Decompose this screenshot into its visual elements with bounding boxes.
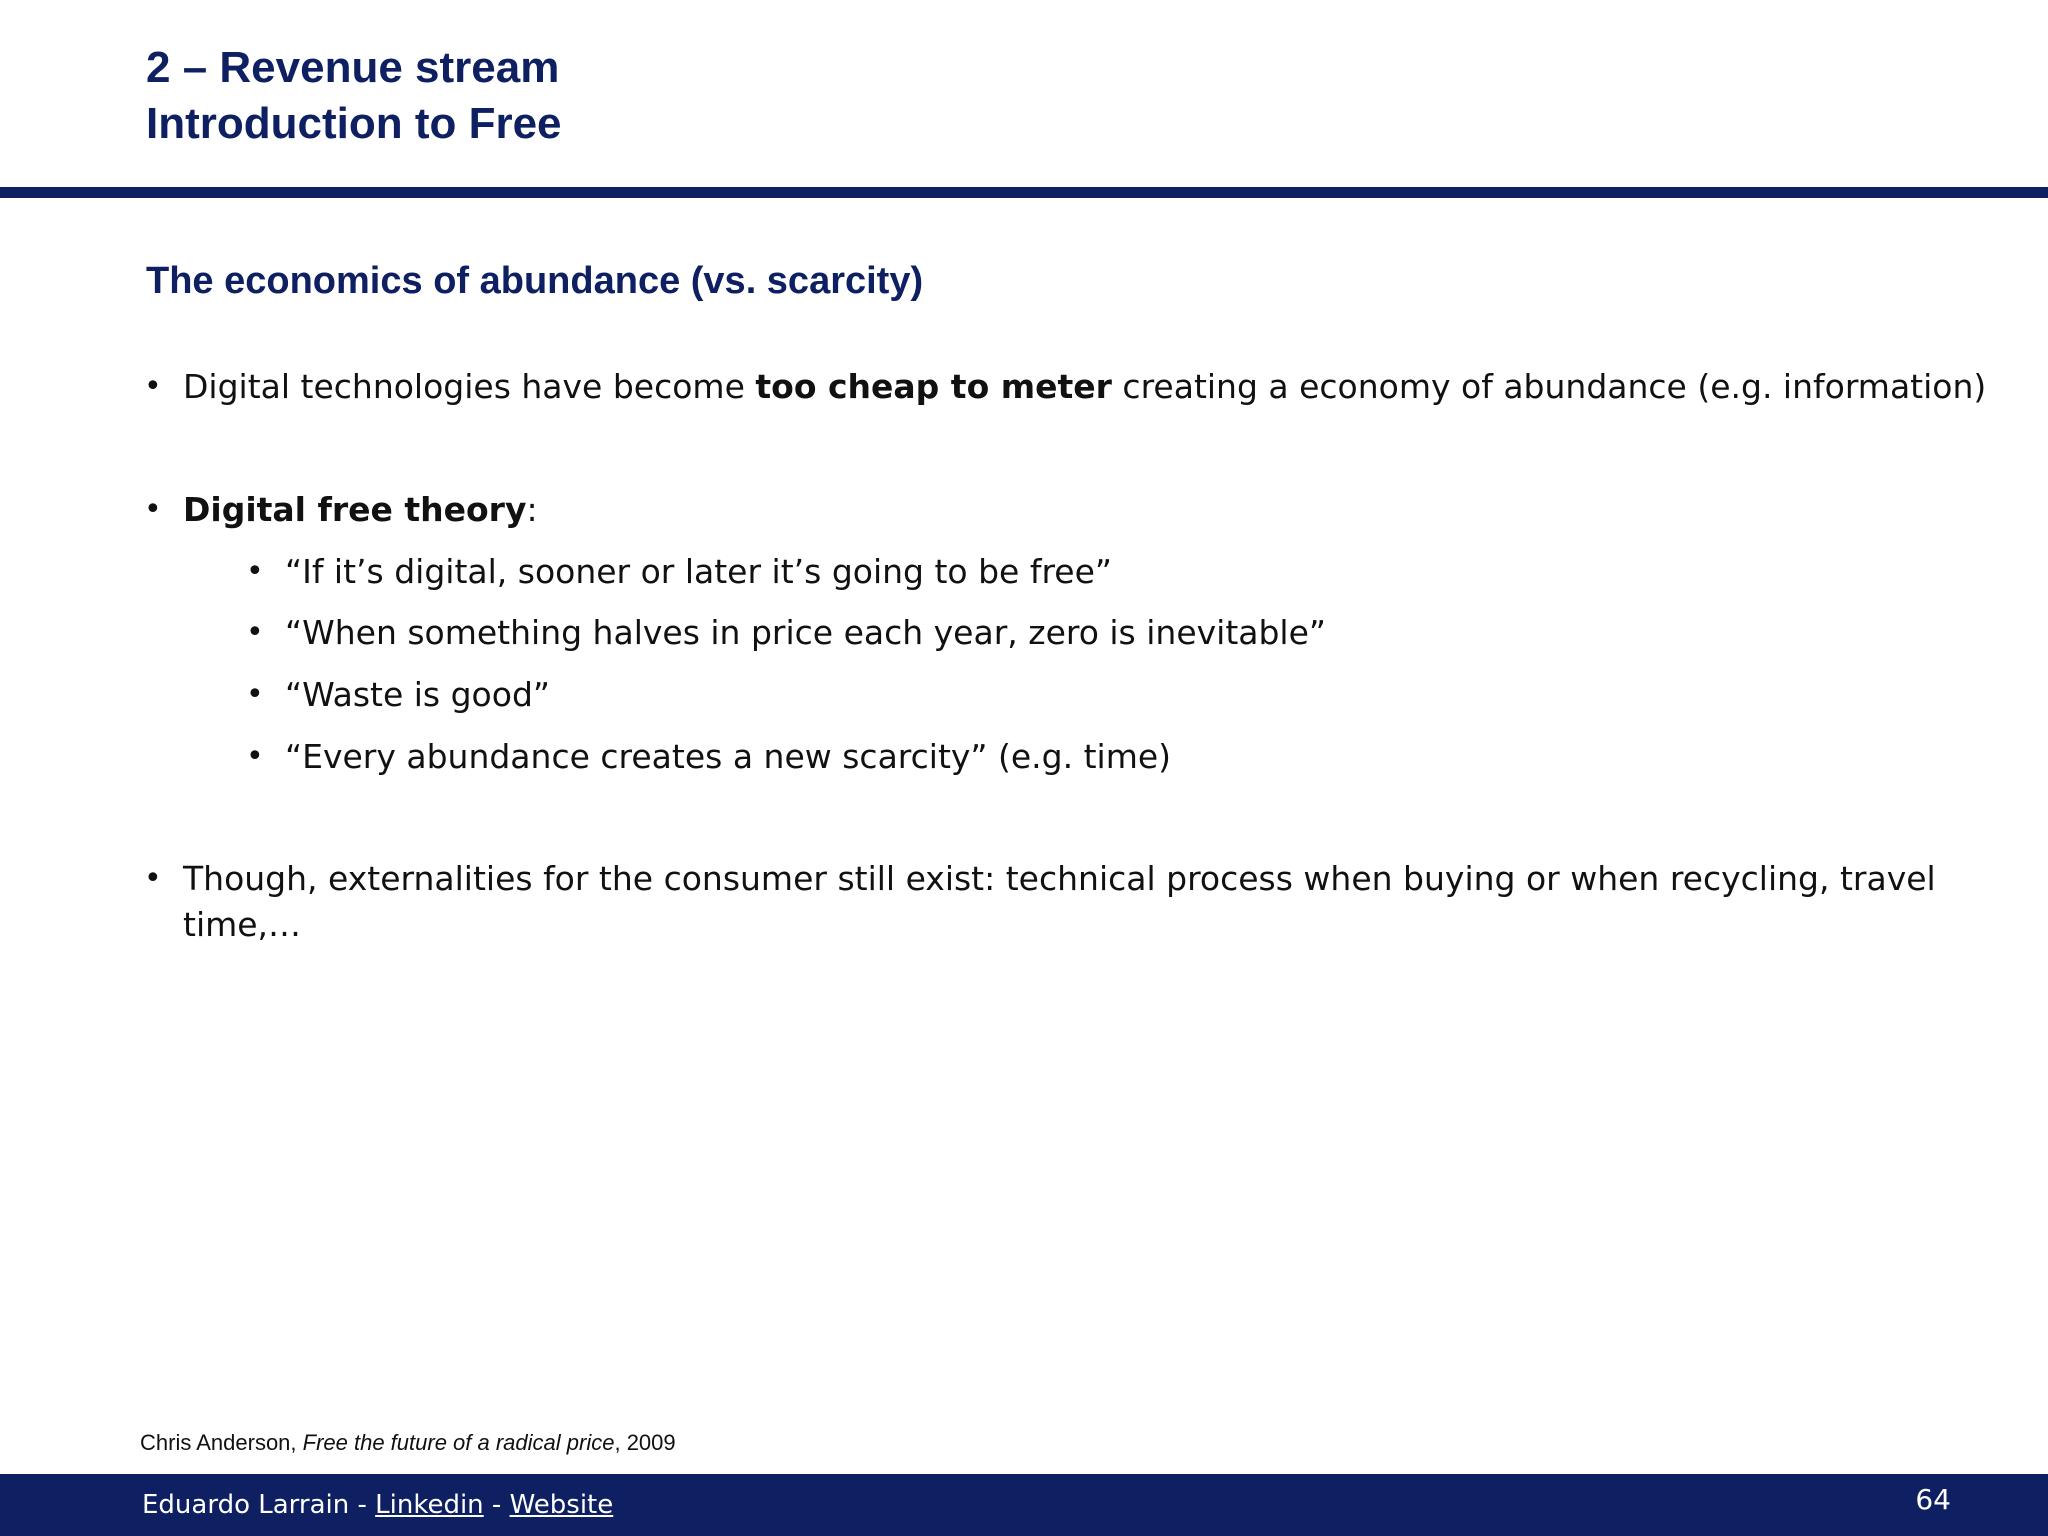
citation-year: , 2009: [614, 1430, 676, 1455]
footer-author: Eduardo Larrain -: [142, 1490, 376, 1520]
citation-work: Free the future of a radical price: [302, 1430, 615, 1455]
sub-bullet-item-3: “Waste is good”: [285, 675, 550, 714]
source-citation: [140, 1428, 676, 1458]
footer-bar: [0, 1474, 2048, 1536]
bullet-1-text-post: creating a economy of abundance (e.g. information): [1111, 367, 1987, 406]
sub-bullet-marker: •: [246, 739, 264, 774]
bullet-1-text-pre: Digital technologies have become: [183, 367, 756, 406]
bullet-item-3: [183, 856, 1936, 948]
footer-credits: [142, 1487, 613, 1523]
section-subtitle: The economics of abundance (vs. scarcity): [146, 260, 924, 302]
bullet-item-2: [183, 487, 538, 533]
linkedin-link[interactable]: Linkedin: [375, 1490, 484, 1520]
sub-bullet-marker: •: [246, 615, 264, 650]
bullet-1-emphasis: too cheap to meter: [755, 367, 1112, 406]
sub-bullet-item-2: “When something halves in price each year, zero is inevitable”: [285, 613, 1326, 652]
sub-bullet-marker: •: [246, 677, 264, 712]
bullet-marker: •: [144, 492, 162, 527]
bullet-2-colon: :: [526, 490, 538, 529]
header-divider: [0, 187, 2048, 198]
citation-author: Chris Anderson,: [140, 1430, 303, 1455]
page-number: 64: [1915, 1483, 1951, 1516]
sub-bullet-marker: •: [246, 554, 264, 589]
sub-bullet-item-4: “Every abundance creates a new scarcity” (e.g. time): [285, 737, 1172, 776]
title-line-1: 2 – Revenue stream: [146, 43, 560, 92]
bullet-marker: •: [144, 861, 162, 896]
slide-title: [146, 40, 562, 152]
website-link[interactable]: Website: [509, 1490, 614, 1520]
title-line-2: Introduction to Free: [146, 99, 562, 148]
bullet-2-emphasis: Digital free theory: [183, 490, 527, 529]
sub-bullet-item-1: “If it’s digital, sooner or later it’s going to be free”: [285, 552, 1112, 591]
bullet-marker: •: [144, 369, 162, 404]
footer-separator: -: [483, 1490, 510, 1520]
bullet-3-line-1: Though, externalities for the consumer still exist: technical process when buying or when recycling, travel: [183, 859, 1936, 898]
bullet-3-line-2: time,…: [183, 905, 302, 944]
bullet-item-1: [183, 364, 1986, 410]
